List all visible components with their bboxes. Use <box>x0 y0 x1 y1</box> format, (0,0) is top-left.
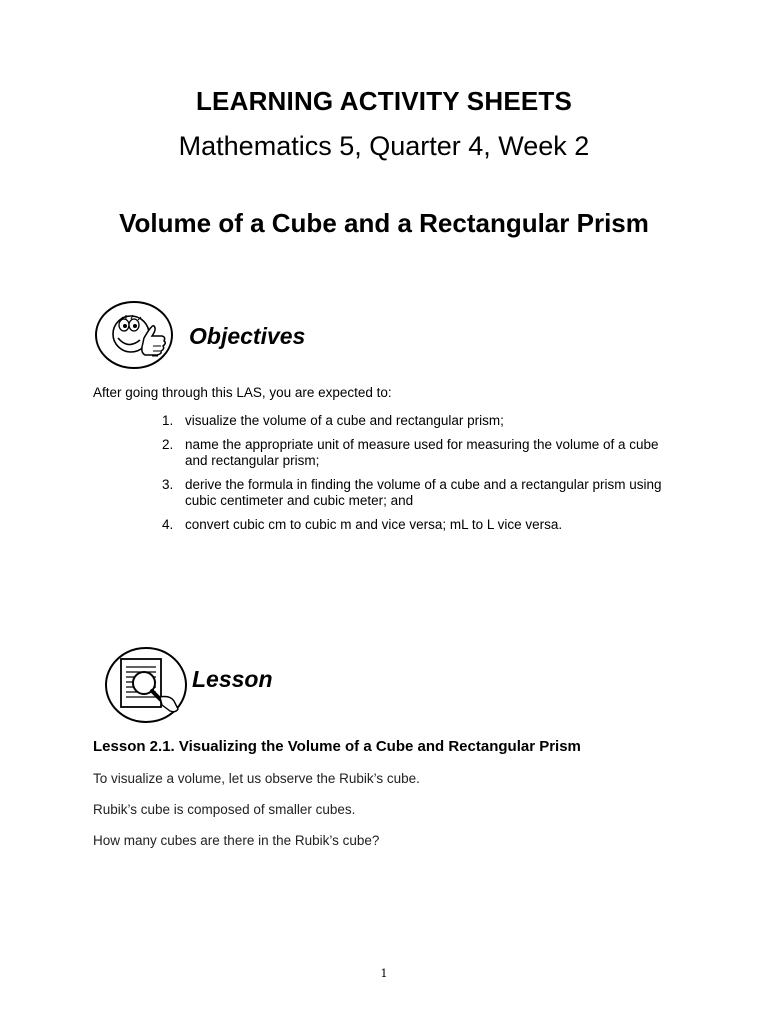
document-subject: Mathematics 5, Quarter 4, Week 2 <box>178 131 590 161</box>
objectives-list <box>162 413 662 541</box>
document-title: LEARNING ACTIVITY SHEETS <box>195 86 573 116</box>
thumbs-up-face-icon <box>94 300 174 375</box>
list-item-text: convert cubic cm to cubic m and vice versa; mL to L vice versa. <box>185 517 563 532</box>
list-item <box>162 437 662 469</box>
list-item <box>162 477 662 509</box>
objectives-heading: Objectives <box>189 323 306 349</box>
document-topic: Volume of a Cube and a Rectangular Prism <box>119 208 649 238</box>
page-number: 1 <box>380 967 388 980</box>
lesson-paragraph: Rubik’s cube is composed of smaller cubes. <box>93 802 356 817</box>
objectives-intro: After going through this LAS, you are expected to: <box>93 385 392 400</box>
list-item-text: visualize the volume of a cube and rectangular prism; <box>185 413 504 428</box>
magnifying-glass-document-icon <box>104 645 188 730</box>
list-item <box>162 413 662 429</box>
list-item-number: 1. <box>162 413 174 428</box>
list-item-number: 3. <box>162 477 174 492</box>
list-item-text: name the appropriate unit of measure used for measuring the volume of a cube and rectangular prism; <box>185 437 659 468</box>
list-item <box>162 517 662 533</box>
list-item-text: derive the formula in finding the volume of a cube and a rectangular prism using cubic centimeter and cubic meter; and <box>185 477 662 508</box>
lesson-heading: Lesson <box>192 666 273 692</box>
lesson-paragraph: How many cubes are there in the Rubik’s cube? <box>93 833 380 848</box>
lesson-subtitle: Lesson 2.1. Visualizing the Volume of a Cube and Rectangular Prism <box>93 738 581 755</box>
list-item-number: 4. <box>162 517 174 532</box>
list-item-number: 2. <box>162 437 174 452</box>
lesson-paragraph: To visualize a volume, let us observe the Rubik’s cube. <box>93 771 420 786</box>
